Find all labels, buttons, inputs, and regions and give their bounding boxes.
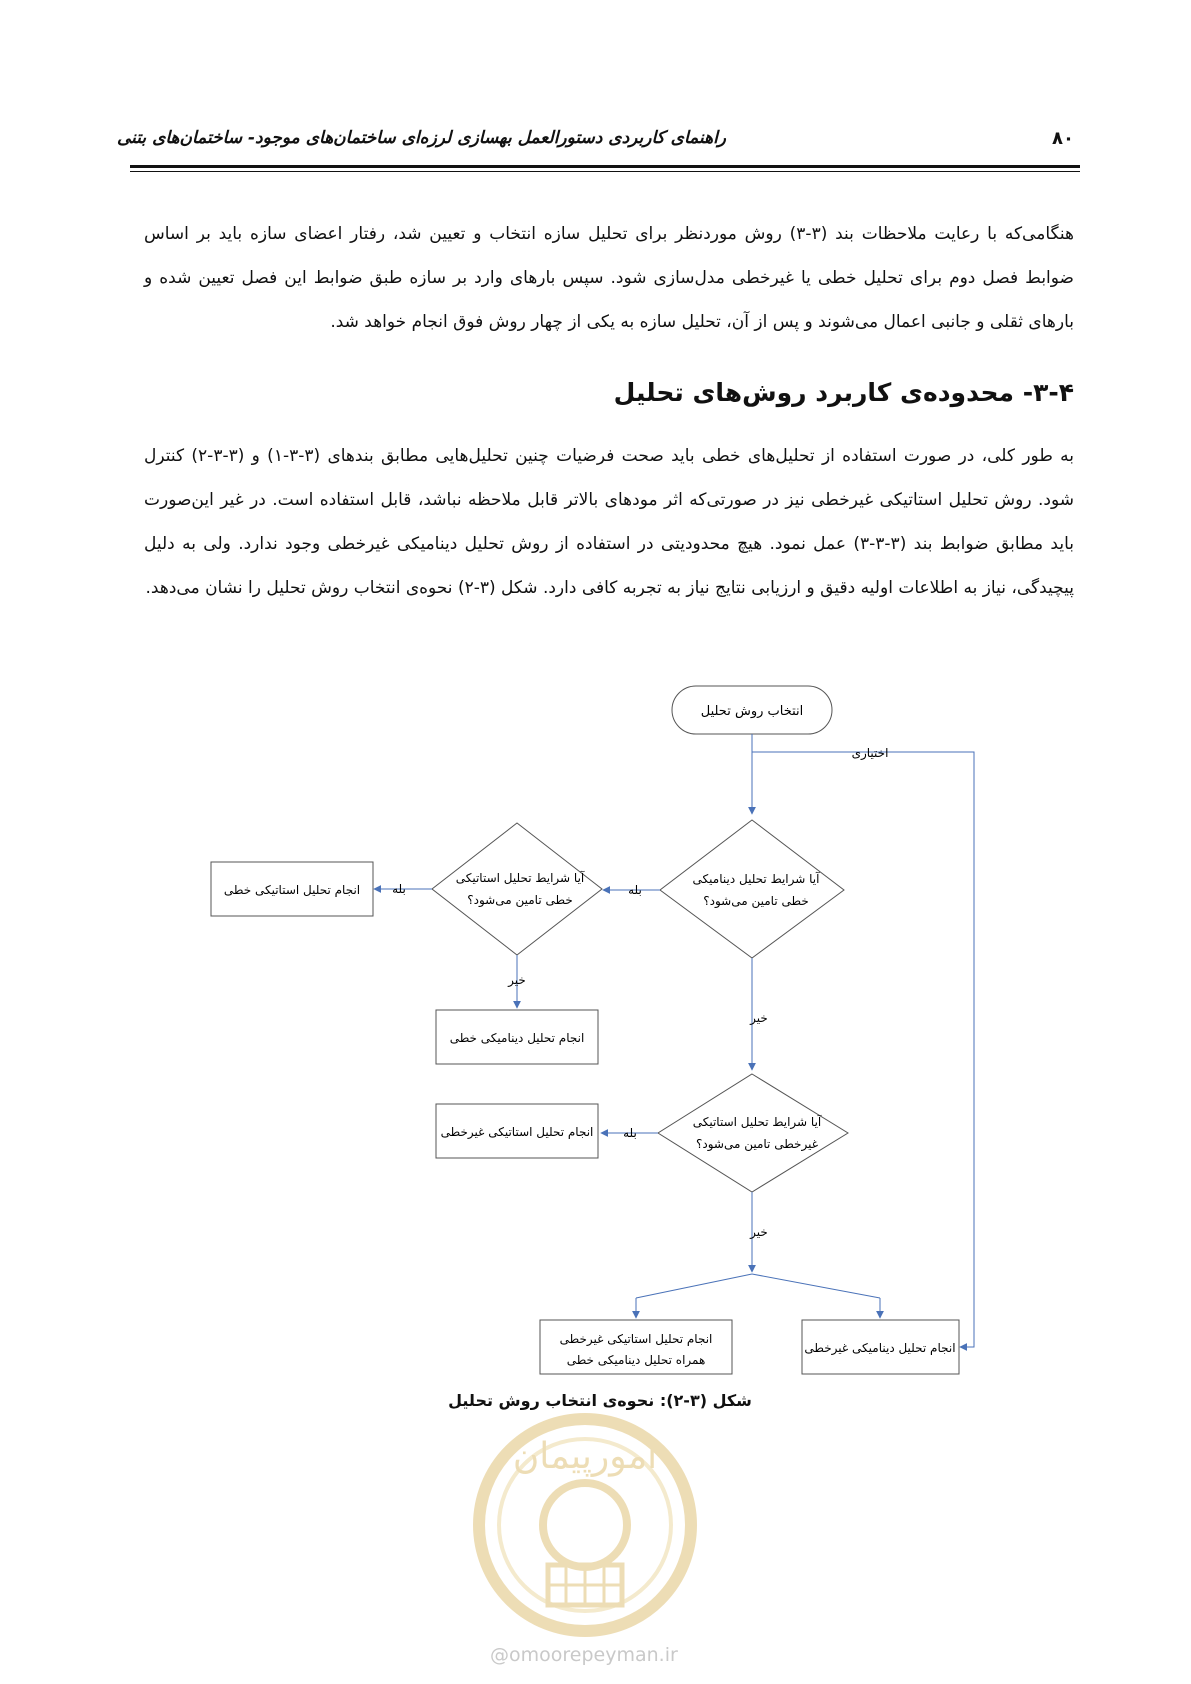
- connector-branch-left: [636, 1274, 752, 1298]
- q3-no-label: خیر: [750, 1225, 768, 1239]
- figure-caption: شکل (۳-۲): نحوه‌ی انتخاب روش تحلیل: [448, 1391, 752, 1410]
- watermark-logo-text: امورپیمان: [512, 1436, 658, 1477]
- box-combined-line1: انجام تحلیل استاتیکی غیرخطی: [559, 1332, 713, 1346]
- decision-linear-dynamic: [660, 820, 844, 958]
- q2-line2: خطی تامین می‌شود؟: [467, 893, 573, 907]
- section-heading: ۳-۴- محدوده‌ی کاربرد روش‌های تحلیل: [613, 378, 1074, 407]
- box-nonlinear-dynamic-label: انجام تحلیل دینامیکی غیرخطی: [804, 1341, 956, 1355]
- q3-line2: غیرخطی تامین می‌شود؟: [696, 1137, 818, 1151]
- q2-line1: آیا شرایط تحلیل استاتیکی: [455, 871, 585, 885]
- box-combined-line2: همراه تحلیل دینامیکی خطی: [566, 1353, 706, 1367]
- q1-line2: خطی تامین می‌شود؟: [703, 894, 809, 908]
- connector-optional: [752, 752, 974, 1347]
- box-linear-dynamic-label: انجام تحلیل دینامیکی خطی: [449, 1031, 585, 1045]
- start-label: انتخاب روش تحلیل: [700, 704, 804, 719]
- connector-branch-right: [752, 1274, 880, 1298]
- q1-line1: آیا شرایط تحلیل دینامیکی: [692, 872, 820, 886]
- decision-nonlinear-static: [658, 1074, 848, 1192]
- watermark-url: @omoorepeyman.ir: [490, 1644, 678, 1666]
- q2-no-label: خیر: [508, 973, 526, 987]
- watermark-url-text: omoorepeyman.ir: [509, 1644, 678, 1666]
- paragraph-intro: هنگامی‌که با رعایت ملاحظات بند (۳-۳) روش موردنظر برای تحلیل سازه انتخاب و تعیین شد، رفتار اعضای سازه باید بر اساس ضوابط فصل دوم برای تحلیل خطی یا غیرخطی مدل‌سازی شود. سپس بارهای وارد بر سازه طبق ضوابط این فصل تعیین شده و بارهای ثقلی و جانبی اعمال می‌شوند و پس از آن، تحلیل سازه به یکی از چهار روش فوق انجام خواهد شد.: [144, 224, 1074, 332]
- running-header-title: راهنمای کاربردی دستورالعمل بهسازی لرزه‌ای ساختمان‌های موجود- ساختمان‌های بتنی: [116, 128, 726, 148]
- optional-label: اختیاری: [851, 746, 889, 760]
- box-nonlinear-static-label: انجام تحلیل استاتیکی غیرخطی: [440, 1125, 594, 1139]
- decision-linear-static: [432, 823, 602, 955]
- q2-yes-label: بله: [392, 882, 406, 896]
- q3-yes-label: بله: [623, 1126, 637, 1140]
- q1-yes-label: بله: [628, 883, 642, 897]
- page-number: ۸۰: [1052, 128, 1074, 149]
- q3-line1: آیا شرایط تحلیل استاتیکی: [692, 1115, 822, 1129]
- paragraph-scope: به طور کلی، در صورت استفاده از تحلیل‌های خطی باید صحت فرضیات چنین تحلیل‌هایی مطابق بندهای (۳-۳-۱) و (۳-۳-۲) کنترل شود. روش تحلیل استاتیکی غیرخطی نیز در صورتی‌که اثر مودهای بالاتر قابل ملاحظه نباشد، قابل استفاده است. در غیر این‌صورت باید مطابق ضوابط بند (۳-۳-۳) عمل نمود. هیچ محدودیتی در استفاده از روش تحلیل دینامیکی غیرخطی وجود ندارد. ولی به دلیل پیچیدگی، نیاز به اطلاعات اولیه دقیق و ارزیابی نتایج نیاز به تجربه کافی دارد. شکل (۳-۲) نحوه‌ی انتخاب روش تحلیل را نشان می‌دهد.: [144, 446, 1074, 598]
- q1-no-label: خیر: [750, 1011, 768, 1025]
- box-linear-static-label: انجام تحلیل استاتیکی خطی: [223, 883, 361, 897]
